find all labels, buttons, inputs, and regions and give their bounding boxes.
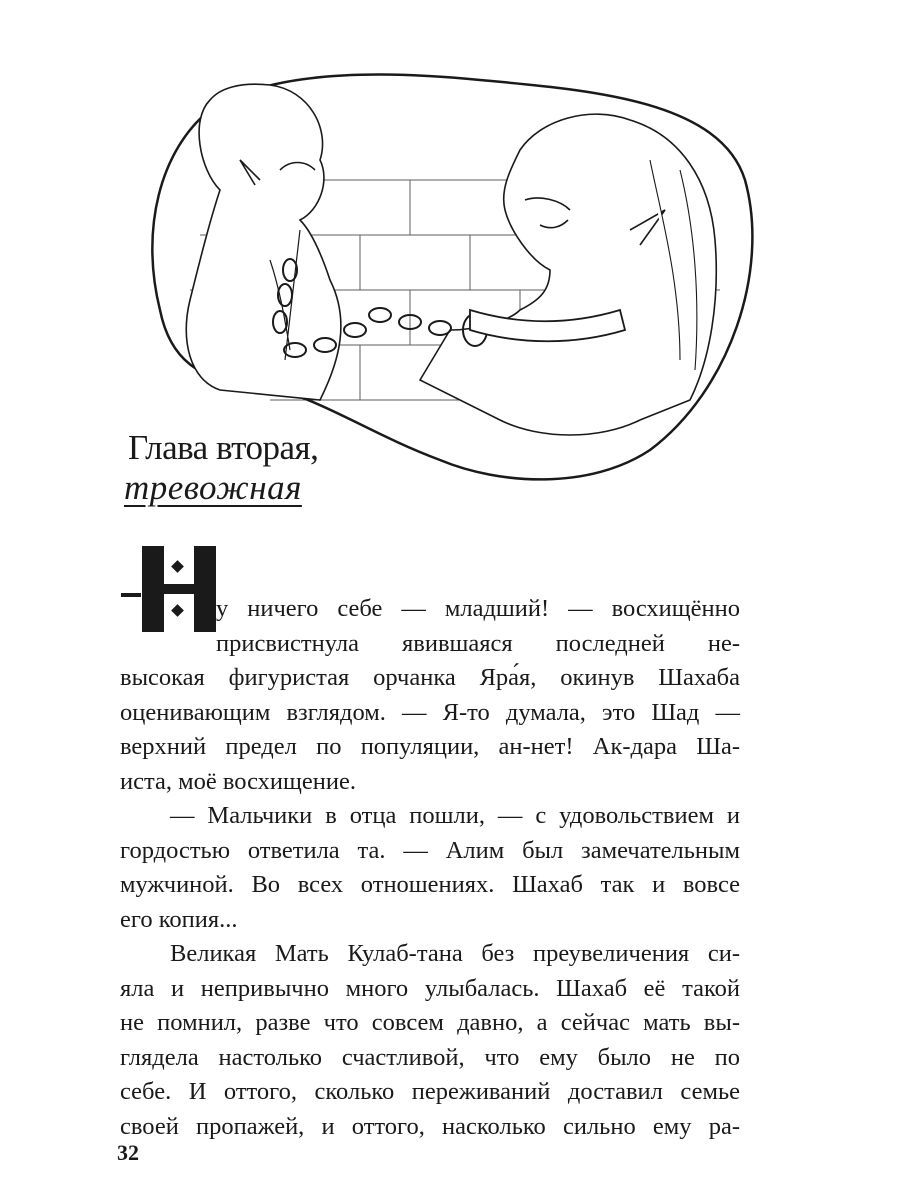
- text-line: — Мальчики в отца пошли, — с удовольствием и: [170, 802, 740, 829]
- chapter-title: Глава вторая,: [128, 428, 319, 467]
- text-line: не помнил, разве что совсем давно, а сейчас мать вы-: [120, 1009, 740, 1036]
- right-figure: [420, 114, 716, 435]
- page-number: 32: [117, 1140, 139, 1165]
- text-line: иста, моё восхищение.: [120, 767, 357, 795]
- text-line: у ничего себе — младший! — восхищённо: [216, 595, 740, 622]
- text-line: яла и непривычно много улыбалась. Шахаб её такой: [120, 974, 740, 1002]
- chapter-illustration: [120, 60, 770, 490]
- text-line: своей пропажей, и оттого, насколько сильно ему ра-: [120, 1112, 740, 1140]
- text-line: верхний предел по популяции, ан-нет! Ак-дара Ша-: [120, 733, 740, 760]
- text-line: гордостью ответила та. — Алим был замечательным: [120, 836, 740, 864]
- left-figure: [186, 84, 341, 400]
- text-line: Великая Мать Кулаб-тана без преувеличения си-: [170, 940, 740, 967]
- text-line: себе. И оттого, сколько переживаний доставил семье: [120, 1078, 740, 1105]
- text-line: оценивающим взглядом. — Я-то думала, это Шад —: [120, 698, 740, 726]
- drop-cap-diamond-top: [171, 560, 184, 573]
- text-line: высокая фигуристая орчанка Яра́я, окинув Шахаба: [120, 664, 740, 691]
- chapter-subtitle: тревожная: [124, 468, 302, 507]
- text-line: присвистнула явившаяся последней не-: [216, 629, 740, 657]
- text-line: его копия...: [120, 905, 238, 933]
- body-text: [120, 592, 740, 1144]
- text-line: мужчиной. Во всех отношениях. Шахаб так и вовсе: [120, 871, 740, 898]
- text-line: глядела настолько счастливой, что ему было не по: [120, 1043, 740, 1071]
